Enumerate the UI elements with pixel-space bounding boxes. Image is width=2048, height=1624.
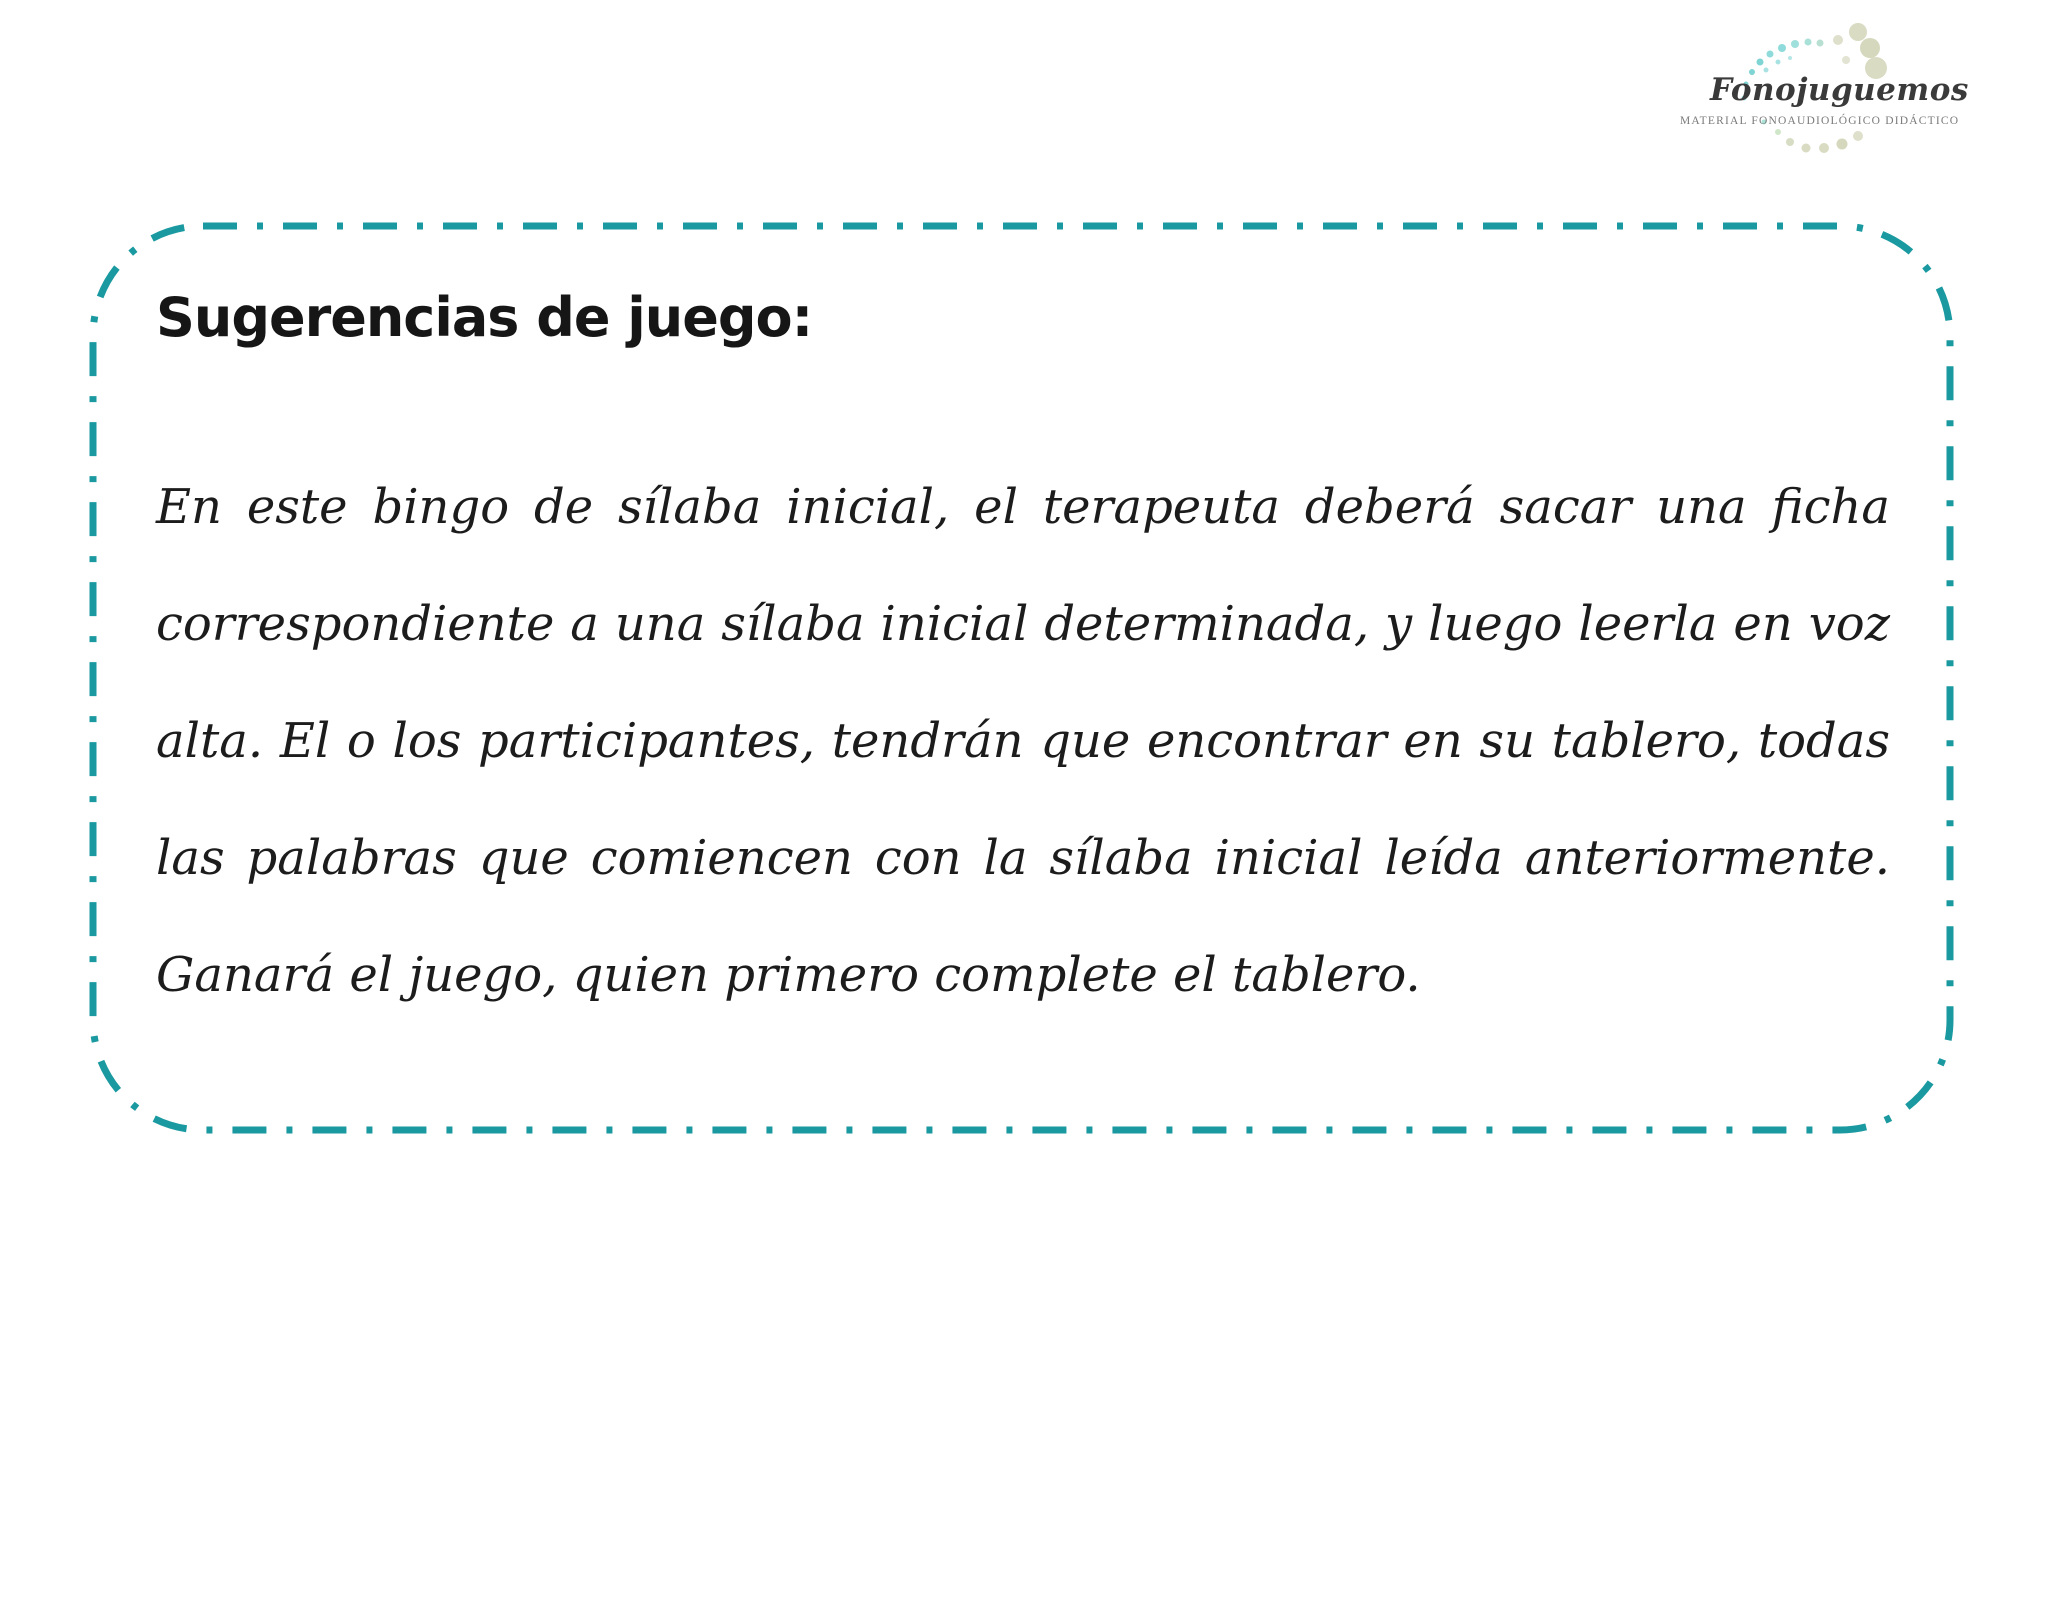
card-title: Sugerencias de juego: — [156, 286, 813, 349]
card-body-text: En este bingo de sílaba inicial, el terapeuta deberá sacar una ficha correspondiente a una sílaba inicial determinada, y luego leerla en voz alta. El o los participantes, tendrán que encontrar en su tablero, todas las palabras que comiencen con la sílaba inicial leída anteriormente. Ganará el juego, quien primero complete el tablero. — [156, 478, 1890, 1003]
logo-tagline: MATERIAL FONOAUDIOLÓGICO DIDÁCTICO — [1680, 115, 1960, 127]
logo-name: Fonojuguemos — [1710, 72, 1969, 108]
suggestions-card — [156, 286, 1890, 1082]
